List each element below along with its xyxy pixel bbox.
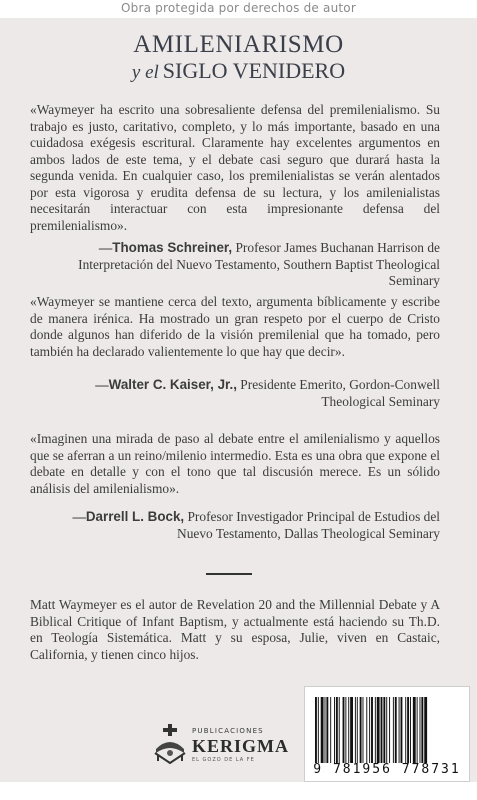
barcode-bar [407, 697, 409, 763]
barcode-bar [401, 697, 403, 763]
barcode-bar [366, 697, 367, 763]
barcode-bars [315, 697, 463, 763]
endorsement-attribution-3 [70, 509, 440, 542]
endorsement-attribution-2 [70, 377, 440, 410]
barcode-bar [350, 697, 353, 763]
barcode-bar [420, 697, 421, 763]
barcode-bar [369, 697, 370, 763]
publisher-logo [152, 723, 292, 767]
barcode-bar [318, 697, 319, 763]
barcode-bar [325, 697, 326, 763]
publisher-name: KERIGMA [192, 736, 289, 756]
barcode-bar [348, 697, 349, 763]
publisher-label: PUBLICACIONES [192, 727, 264, 735]
barcode-bar [326, 697, 328, 763]
title-conjunction: y el [131, 62, 159, 83]
attribution-dash: — [95, 377, 109, 392]
publisher-tagline: EL GOZO DE LA FE [192, 757, 255, 763]
endorsement-quote-3: «Imaginen una mirada de paso al debate entre el amilenialismo y aquellos que se aferran a un reino/milenio intermedio. Esta es una obra que expone el debate en detalle y con el tono que tal discusión merece. Es un sólido análisis del amilenialismo». [30, 431, 440, 496]
copyright-watermark-top: Obra protegida por derechos de autor [121, 1, 356, 15]
isbn-barcode [304, 686, 470, 782]
title-subtitle: SIGLO VENIDERO [162, 58, 346, 83]
attribution-dash: — [72, 509, 86, 524]
barcode-bar [339, 697, 340, 763]
barcode-bar [315, 697, 317, 763]
barcode-bar [399, 697, 400, 763]
barcode-bar [421, 697, 423, 763]
barcode-bar [375, 697, 376, 763]
barcode-bar [360, 697, 362, 763]
endorser-affiliation: Profesor Investigador Principal de Estudios del Nuevo Testamento, Dallas Theological Seminary [177, 509, 440, 541]
endorser-name: Darrell L. Bock, [85, 509, 185, 524]
endorsement-attribution-1 [70, 240, 440, 290]
barcode-bar [383, 697, 385, 763]
barcode-bar [334, 697, 335, 763]
endorser-affiliation: Profesor James Buchanan Harrison de Interpretación del Nuevo Testamento, Southern Baptist Theological Seminary [78, 240, 440, 288]
barcode-bar [424, 697, 427, 763]
barcode-bar [413, 697, 416, 763]
barcode-bar [393, 697, 394, 763]
title-line-1: AMILENIARISMO [133, 31, 344, 58]
barcode-bar [389, 697, 390, 763]
barcode-bar [321, 697, 324, 763]
title-line-2 [0, 58, 477, 86]
publisher-emblem-icon [152, 723, 188, 765]
barcode-bar [343, 697, 345, 763]
endorser-name: Thomas Schreiner, [112, 240, 233, 255]
barcode-bar [386, 697, 387, 763]
endorsement-quote-2: «Waymeyer se mantiene cerca del texto, argumenta bíblicamente y escribe de manera irénica. Ha mostrado un gran respeto por el cuerpo de Cristo donde algunos han diferido de la visión premilenial que ha tomado, pero también ha declarado valientemente lo que hay que decir». [30, 294, 440, 359]
barcode-bar [377, 697, 380, 763]
barcode-bar [330, 697, 331, 763]
barcode-bar [345, 697, 346, 763]
barcode-bar [371, 697, 373, 763]
author-bio: Matt Waymeyer es el autor de Revelation 20 and the Millennial Debate y A Biblical Critique of Infant Baptism, y actualmente está haciendo su Th.D. en Teología Sistemática. Matt y su esposa, Julie, viven en Castaic, California, y tienen cinco hijos. [30, 597, 440, 662]
endorsement-quote-1: «Waymeyer ha escrito una sobresaliente defensa del premilenialismo. Su trabajo es justo, caritativo, completo, y lo más importante, basado en una cuidadosa exégesis escritural. Claramente hay excelentes argumentos en ambos lados de este tema, y el debate casi seguro que durará hasta la segunda venida. En cualquier caso, los premilenialistas se verán alentados por esta vigorosa y erudita defensa de su lectura, y los amilenialistas necesitarán interactuar con esta impresionante defensa del premilenialismo». [30, 102, 440, 233]
attribution-dash: — [98, 240, 113, 255]
barcode-bar [395, 697, 397, 763]
barcode-bar [410, 697, 411, 763]
section-divider [206, 573, 252, 575]
endorser-affiliation: Presidente Emerito, Gordon-Conwell Theological Seminary [240, 377, 440, 409]
barcode-bar [355, 697, 356, 763]
isbn-number: 9 781956 778731 [313, 762, 461, 777]
endorser-name: Walter C. Kaiser, Jr., [108, 377, 237, 392]
book-title [0, 30, 477, 86]
barcode-bar [363, 697, 364, 763]
barcode-bar [336, 697, 338, 763]
barcode-bar [405, 697, 406, 763]
barcode-bar [357, 697, 358, 763]
barcode-bar [381, 697, 383, 763]
barcode-bar [417, 697, 418, 763]
